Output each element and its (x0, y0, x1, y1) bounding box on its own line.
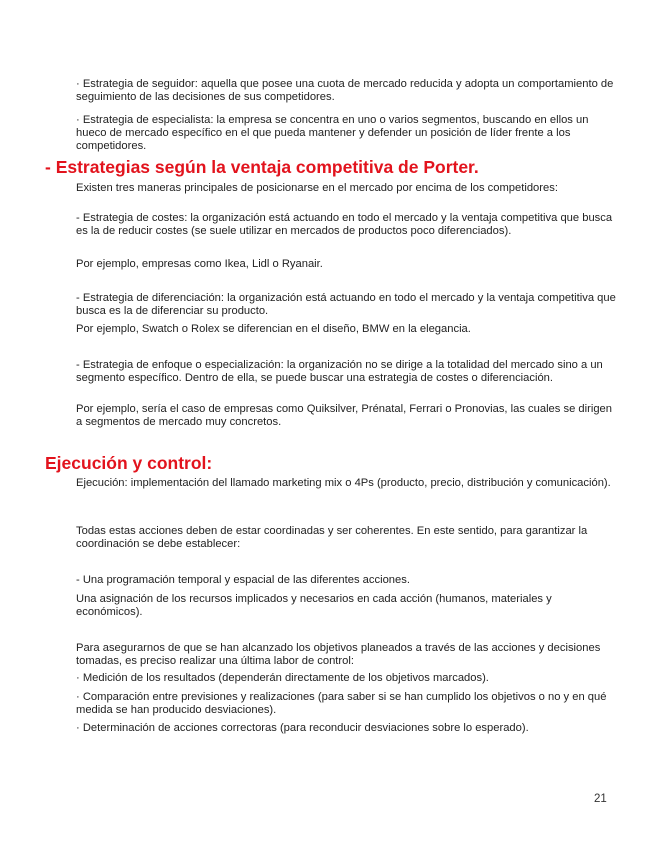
ejecucion-definicion: Ejecución: implementación del llamado marketing mix o 4Ps (producto, precio, distribución y comunicación). (76, 477, 611, 489)
ejecucion-asignacion: Una asignación de los recursos implicados y necesarios en cada acción (humanos, materiales y económicos). (76, 593, 552, 618)
porter-diferenciacion: - Estrategia de diferenciación: la organización está actuando en todo el mercado y la ventaja competitiva que busca es la de diferenciar su producto. (76, 292, 616, 317)
porter-costes-ejemplo: Por ejemplo, empresas como Ikea, Lidl o Ryanair. (76, 258, 323, 270)
porter-costes: - Estrategia de costes: la organización está actuando en todo el mercado y la ventaja competitiva que busca es la de reducir costes (se suele utilizar en mercados de productos poco diferenciados). (76, 212, 613, 237)
heading-ejecucion: Ejecución y control: (45, 453, 213, 473)
control-bullet-determinacion: · Determinación de acciones correctoras (para reconducir desviaciones sobre lo esperado). (76, 722, 529, 734)
porter-enfoque: - Estrategia de enfoque o especialización: la organización no se dirige a la totalidad del mercado sino a un segmento específico. Dentro de ella, se puede buscar una estrategia de costes o diferenciación. (76, 359, 603, 384)
bullet-seguidor: · Estrategia de seguidor: aquella que posee una cuota de mercado reducida y adopta un comportamiento de seguimiento de las decisiones de sus competidores. (76, 78, 614, 103)
heading-porter: - Estrategias según la ventaja competitiva de Porter. (45, 157, 479, 177)
control-bullet-medicion: · Medición de los resultados (dependerán directamente de los objetivos marcados). (76, 672, 489, 684)
porter-enfoque-ejemplo: Por ejemplo, sería el caso de empresas como Quiksilver, Prénatal, Ferrari o Pronovias, las cuales se dirigen a segmentos de mercado muy concretos. (76, 403, 612, 428)
control-bullet-comparacion: · Comparación entre previsiones y realizaciones (para saber si se han cumplido los objetivos o no y en qué medida se han producido desviaciones). (76, 691, 607, 716)
porter-intro: Existen tres maneras principales de posicionarse en el mercado por encima de los competidores: (76, 182, 558, 194)
ejecucion-programacion: - Una programación temporal y espacial de las diferentes acciones. (76, 574, 410, 586)
control-intro: Para asegurarnos de que se han alcanzado los objetivos planeados a través de las acciones y decisiones tomadas, es preciso realizar una última labor de control: (76, 642, 601, 667)
porter-diferenciacion-ejemplo: Por ejemplo, Swatch o Rolex se diferencian en el diseño, BMW en la elegancia. (76, 323, 471, 335)
bullet-especialista: · Estrategia de especialista: la empresa se concentra en uno o varios segmentos, buscando en ellos un hueco de mercado específico en el que pueda mantener y defender un posición de líder frente a los competidores. (76, 114, 589, 152)
ejecucion-coordinacion: Todas estas acciones deben de estar coordinadas y ser coherentes. En este sentido, para garantizar la coordinación se debe establecer: (76, 525, 588, 550)
page-number: 21 (594, 793, 607, 805)
